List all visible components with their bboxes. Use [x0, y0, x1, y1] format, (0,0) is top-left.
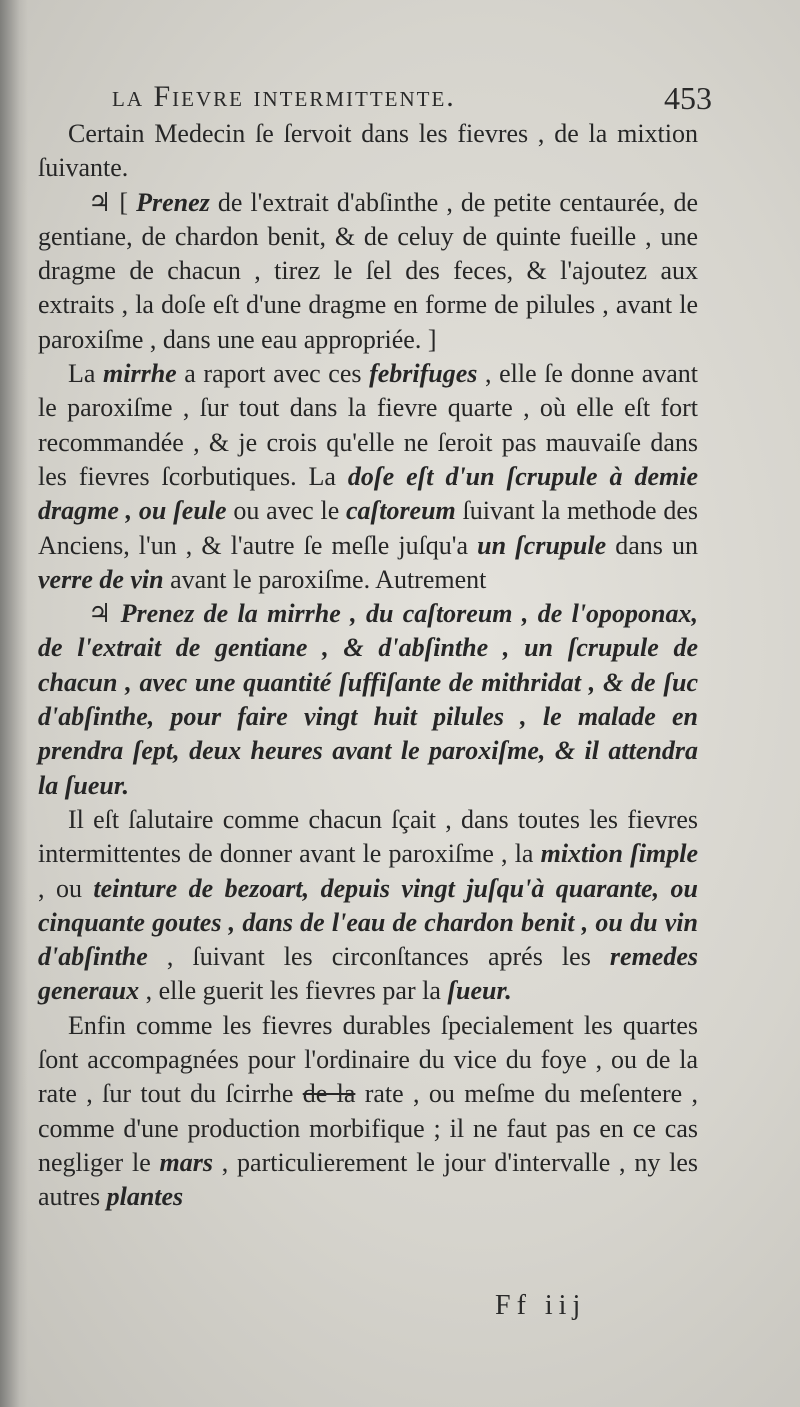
page-gutter-shadow — [0, 0, 28, 1407]
text-run: Enfin comme les fievres durables ſpecialement les quartes ſont accompagnées pour l'ordinaire du vice du foye , ou de la rate , ſur tout du ſcirrhe — [38, 1010, 698, 1109]
text-run: , elle ſe donne avant le paroxiſme , ſur tout dans la fievre quarte , où elle eſt fort recommandée , & je crois qu'elle ne ſeroit pas mauvaiſe dans les fievres ſcorbutiques. La — [38, 359, 698, 491]
signature-mark: Ff iij — [495, 1290, 587, 1321]
text-run: , elle guerit les fievres par la — [139, 976, 448, 1006]
text-run: dans un — [606, 530, 698, 560]
text-run: ſuivant la methode des Anciens, l'un , & l'autre ſe meſle juſqu'a — [38, 496, 698, 560]
italic-run: caſtoreum — [346, 496, 456, 526]
page-number: 453 — [664, 80, 712, 116]
italic-run: verre de vin — [38, 564, 164, 594]
text-run: rate , ou meſme du meſentere , comme d'une production morbifique ; il ne faut pas en ce cas negliger le — [38, 1079, 698, 1177]
text-run: de l'extrait d'abſinthe , de petite centaurée, de gentiane, de chardon benit, & de celuy de quinte fueille , une dragme de chacun , tirez le ſel des feces, & l'ajoutez aux extraits , la doſe eſt d'une dragme en forme de pilules , avant le paroxiſme , dans une eau appropriée. ] — [38, 187, 698, 354]
paragraph — [38, 1009, 698, 1215]
text-run: ♃ — [88, 599, 121, 629]
text-run: ♃ [ — [88, 187, 137, 217]
italic-run: remedes generaux — [38, 942, 698, 1006]
italic-run: Prenez de la mirrhe , du caſtoreum , de l'opoponax, de l'extrait de gentiane , & d'abſinthe , un ſcrupule de chacun , avec une quantité ſuffiſante de mithridat , & de ſuc d'abſinthe, pour faire vingt huit pilules , le malade en prendra ſept, deux heures avant le paroxiſme, & il attendra la ſueur. — [38, 599, 698, 800]
text-run: Certain Medecin ſe ſervoit dans les fievres , de la mixtion ſuivante. — [38, 119, 698, 183]
paragraph — [38, 117, 698, 186]
paragraph — [38, 803, 698, 1009]
paragraph — [38, 186, 698, 357]
italic-run: doſe eſt d'un ſcrupule à demie dragme , ou ſeule — [38, 461, 698, 526]
body-text — [38, 117, 698, 1215]
italic-run: un ſcrupule — [477, 530, 607, 560]
text-run: Il eſt ſalutaire comme chacun ſçait , dans toutes les fievres intermittentes de donner avant le paroxiſme , la — [38, 804, 698, 869]
text-run: ou avec le — [226, 496, 347, 526]
text-run: , particulierement le jour d'intervalle , ny les autres — [38, 1147, 698, 1212]
text-run: a raport avec ces — [176, 359, 370, 389]
paragraph — [38, 357, 698, 597]
italic-run: plantes — [106, 1182, 184, 1212]
italic-run: mars — [159, 1147, 213, 1177]
text-run: , ou — [38, 873, 94, 903]
paragraph — [38, 597, 698, 803]
italic-run: Prenez — [136, 187, 210, 217]
text-run: , ſuivant les circonſtances aprés les — [147, 942, 610, 972]
italic-run: ſueur. — [447, 976, 512, 1006]
italic-run: febrifuges — [369, 359, 478, 389]
italic-run: mirrhe — [103, 359, 177, 389]
italic-run: mixtion ſimple — [540, 839, 698, 869]
italic-run: teinture de bezoart, depuis vingt juſqu'à quarante, ou cinquante goutes , dans de l'eau de chardon benit , ou du vin d'abſinthe — [38, 873, 699, 972]
text-run: avant le paroxiſme. Autrement — [163, 564, 487, 594]
running-head: la Fievre intermittente. — [112, 80, 456, 113]
text-run: La — [68, 359, 104, 389]
struck-run: de la — [302, 1079, 356, 1109]
